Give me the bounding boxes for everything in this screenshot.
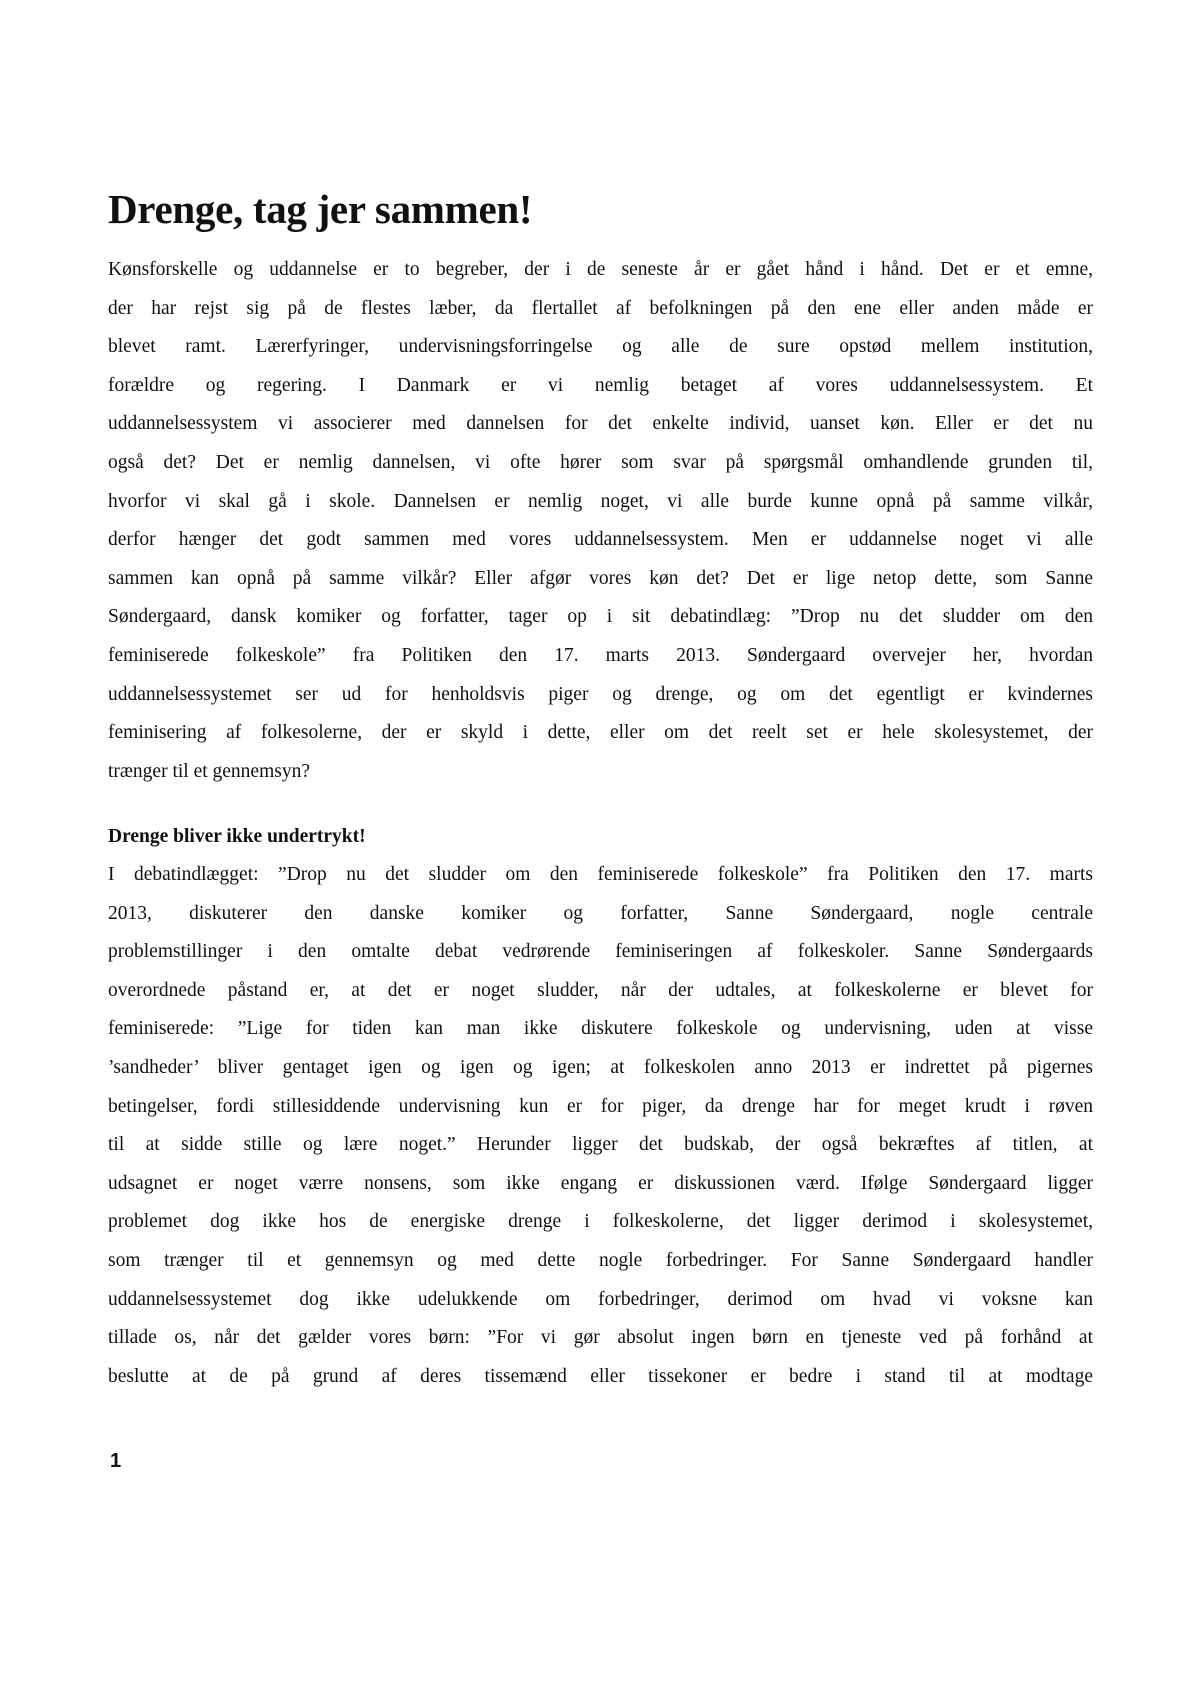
page-number: 1 [110,1450,122,1472]
section-heading: Drenge bliver ikke undertrykt! [108,826,366,847]
text-line: tillade os, når det gælder vores børn: ”For vi gør absolut ingen børn en tjeneste ved på forhånd at [108,1327,1093,1349]
text-line: beslutte at de på grund af deres tissemænd eller tissekoner er bedre i stand til at modtage [108,1365,1093,1387]
text-line: hvorfor vi skal gå i skole. Dannelsen er nemlig noget, vi alle burde kunne opnå på samme vilkår, [108,490,1093,512]
paragraph-intro [108,251,1093,791]
text-line: der har rejst sig på de flestes læber, da flertallet af befolkningen på den ene eller anden måde er [108,297,1093,319]
text-line: udsagnet er noget værre nonsens, som ikke engang er diskussionen værd. Ifølge Søndergaard ligger [108,1172,1093,1194]
document-title: Drenge, tag jer sammen! [108,186,533,232]
text-line: problemstillinger i den omtalte debat vedrørende feminiseringen af folkeskoler. Sanne Søndergaards [108,941,1093,963]
text-line: sammen kan opnå på samme vilkår? Eller afgør vores køn det? Det er lige netop dette, som Sanne [108,567,1093,589]
text-line: feminisering af folkesolerne, der er skyld i dette, eller om det reelt set er hele skolesystemet, der [108,722,1093,744]
text-line: ’sandheder’ bliver gentaget igen og igen og igen; at folkeskolen anno 2013 er indrettet på pigernes [108,1056,1093,1078]
text-line: Kønsforskelle og uddannelse er to begreber, der i de seneste år er gået hånd i hånd. Det er et emne, [108,259,1093,280]
text-line: feminiserede: ”Lige for tiden kan man ikke diskutere folkeskole og undervisning, uden at visse [108,1018,1093,1040]
text-line: uddannelsessystemet dog ikke udelukkende om forbedringer, derimod om hvad vi voksne kan [108,1288,1093,1310]
text-line: trænger til et gennemsyn? [108,760,310,782]
text-line: overordnede påstand er, at det er noget sludder, når der udtales, at folkeskolerne er blevet for [108,979,1093,1001]
text-line: til at sidde stille og lære noget.” Herunder ligger det budskab, der også bekræftes af titlen, at [108,1134,1093,1156]
text-line: uddannelsessystem vi associerer med dannelsen for det enkelte individ, uanset køn. Eller er det nu [108,413,1093,435]
text-line: betingelser, fordi stillesiddende undervisning kun er for piger, da drenge har for meget krudt i røven [108,1095,1093,1117]
text-line: uddannelsessystemet ser ud for henholdsvis piger og drenge, og om det egentligt er kvindernes [108,683,1093,705]
text-line: blevet ramt. Lærerfyringer, undervisningsforringelse og alle de sure opstød mellem institution, [108,336,1093,358]
paragraph-section-1 [108,856,1093,1396]
text-line: også det? Det er nemlig dannelsen, vi ofte hører som svar på spørgsmål omhandlende grunden til, [108,451,1093,473]
text-line: 2013, diskuterer den danske komiker og forfatter, Sanne Søndergaard, nogle centrale [108,902,1093,924]
text-line: problemet dog ikke hos de energiske drenge i folkeskolerne, det ligger derimod i skolesystemet, [108,1211,1093,1233]
text-line: derfor hænger det godt sammen med vores uddannelsessystem. Men er uddannelse noget vi alle [108,529,1093,551]
text-line: Søndergaard, dansk komiker og forfatter, tager op i sit debatindlæg: ”Drop nu det sludder om den [108,606,1093,628]
text-line: feminiserede folkeskole” fra Politiken den 17. marts 2013. Søndergaard overvejer her, hvordan [108,644,1093,666]
text-line: forældre og regering. I Danmark er vi nemlig betaget af vores uddannelsessystem. Et [108,374,1093,396]
text-line: I debatindlægget: ”Drop nu det sludder om den feminiserede folkeskole” fra Politiken den 17. marts [108,864,1093,885]
text-line: som trænger til et gennemsyn og med dette nogle forbedringer. For Sanne Søndergaard handler [108,1249,1093,1271]
